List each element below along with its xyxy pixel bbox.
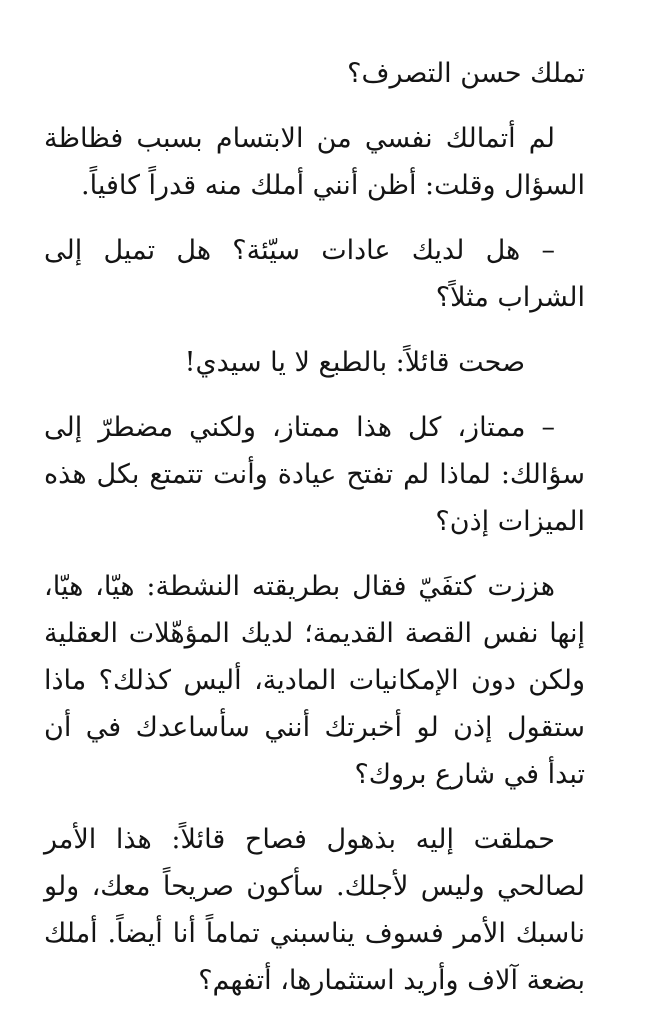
- paragraph-7: حملقت إليه بذهول فصاح قائلاً: هذا الأمر لصالحي وليس لأجلك. سأكون صريحاً معك، ولو ناسبك الأمر فسوف يناسبني تماماً أنا أيضاً. أملك بضعة آلاف وأريد استثمارها، أتفهم؟: [44, 824, 585, 996]
- paragraph-4: صحت قائلاً: بالطبع لا يا سيدي!: [184, 347, 525, 378]
- paragraph-5-dialogue: – ممتاز، كل هذا ممتاز، ولكني مضطرّ إلى سؤالك: لماذا لم تفتح عيادة وأنت تتمتع بكل هذه الميزات إذن؟: [44, 412, 585, 537]
- paragraph-3-dialogue: – هل لديك عادات سيّئة؟ هل تميل إلى الشراب مثلاً؟: [44, 235, 585, 313]
- book-page: [44, 50, 585, 1022]
- paragraph-2: لم أتمالك نفسي من الابتسام بسبب فظاظة السؤال وقلت: أظن أنني أملك منه قدراً كافياً.: [44, 123, 585, 201]
- paragraph-1: تملك حسن التصرف؟: [347, 58, 585, 89]
- paragraph-6: هززت كتفَيّ فقال بطريقته النشطة: هيّا، هيّا، إنها نفس القصة القديمة؛ لديك المؤهّلات العقلية ولكن دون الإمكانيات المادية، أليس كذلك؟ ماذا ستقول إذن لو أخبرتك أنني سأساعدك في أن تبدأ في شارع بروك؟: [44, 571, 585, 790]
